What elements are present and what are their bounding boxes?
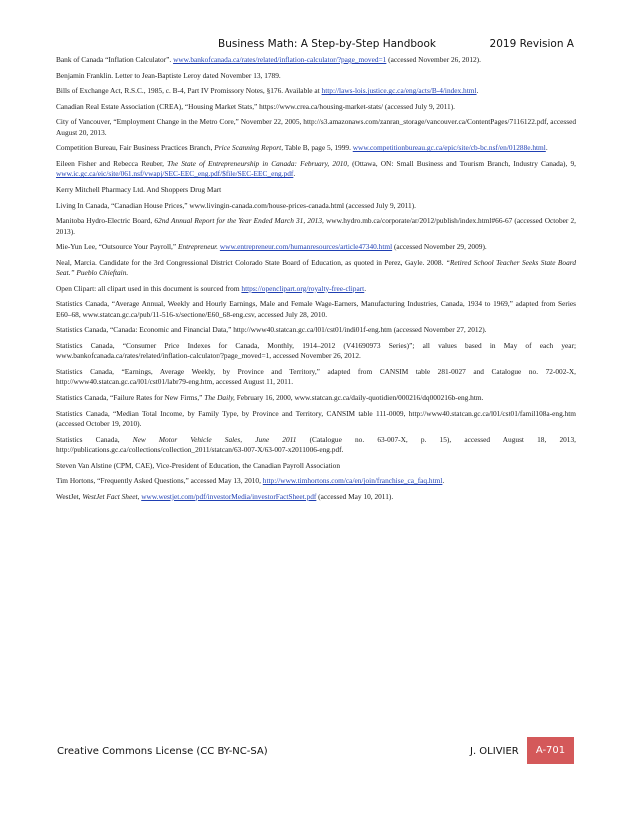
reference-italic-text: Entrepreneur.	[177, 242, 219, 252]
reference-text: Bank of Canada “Inflation Calculator”.	[56, 55, 174, 64]
reference-italic-text: WestJet Fact Sheet,	[82, 491, 140, 501]
reference-entry	[56, 409, 576, 430]
reference-link[interactable]: www.bankofcanada.ca/rates/related/inflation-calculator/?page_moved=1	[173, 55, 387, 64]
reference-text: .	[442, 476, 445, 486]
reference-link[interactable]: www.ic.gc.ca/eic/site/061.nsf/vwapj/SEC-EEC_eng.pdf/$file/SEC-EEC_eng.pdf	[56, 169, 294, 179]
reference-text: Mie-Yun Lee, “Outsource Your Payroll,”	[56, 242, 178, 252]
reference-italic-text: 62nd Annual Report for the Year Ended March 31, 2013,	[154, 216, 324, 226]
reference-entry	[56, 299, 576, 320]
reference-link[interactable]: http://www.timhortons.com/ca/en/join/franchise_ca_faq.html	[262, 476, 443, 486]
reference-entry	[56, 86, 576, 96]
reference-text: Statistics Canada, “Average Annual, Weekly and Hourly Earnings, Male and Female Wage-Earners, Manufacturing Industries, Canada, 1934 to 1969,” adapted from Series E60–68, www.statcan.gc.ca/pub/11-516-x/sectione/E60_68-eng.csv, accessed July 28, 2010.	[56, 299, 576, 319]
reference-text: Tim Hortons, “Frequently Asked Questions,” accessed May 13, 2010,	[56, 476, 263, 486]
reference-entry	[56, 55, 576, 65]
reference-entry	[56, 284, 576, 294]
reference-text: www.hydro.mb.ca/corporate/ar/2012/publish/index.html#66-67 (accessed October 2, 2013).	[56, 216, 576, 236]
reference-text: .	[476, 86, 479, 96]
footer-license: Creative Commons License (CC BY-NC-SA)	[57, 746, 268, 757]
reference-text: (Ottawa, ON: Small Business and Tourism Branch, Industry Canada), 9,	[348, 158, 577, 168]
reference-link[interactable]: www.entrepreneur.com/humanresources/article47340.html	[219, 242, 393, 252]
reference-text: (accessed May 10, 2011).	[316, 491, 394, 501]
reference-text: (Catalogue no. 63-007-X, p. 15), accessed August 18, 2013, http://publications.gc.ca/collections/collection_2011/statcan/63-007-X/63-007-x2011006-eng.pdf.	[56, 434, 576, 454]
reference-entry	[56, 159, 576, 180]
reference-text: Canadian Real Estate Association (CREA), “Housing Market Stats,” https://www.crea.ca/housing-market-stats/ (accessed July 9, 2011).	[56, 101, 455, 111]
reference-text: City of Vancouver, “Employment Change in the Metro Core,” November 22, 2005, http://s3.amazonaws.com/zanran_storage/vancouver.ca/ContentPages/7116122.pdf, accessed August 20, 2013.	[56, 117, 576, 137]
reference-entry	[56, 242, 576, 252]
reference-text: Eileen Fisher and Rebecca Reuber,	[56, 158, 168, 168]
reference-link[interactable]: http://laws-lois.justice.gc.ca/eng/acts/B-4/index.html	[321, 86, 477, 96]
reference-entry	[56, 258, 576, 279]
reference-text: Statistics Canada,	[56, 434, 133, 444]
reference-text: Open Clipart: all clipart used in this document is sourced from	[56, 283, 242, 293]
reference-italic-text: Price Scanning Report	[214, 143, 282, 153]
reference-entry	[56, 393, 576, 403]
reference-text: .	[293, 169, 296, 179]
reference-italic-text: New Motor Vehicle Sales, June 2011	[132, 434, 297, 444]
reference-entry	[56, 143, 576, 153]
reference-entry	[56, 117, 576, 138]
reference-entry	[56, 435, 576, 456]
header-title: Business Math: A Step-by-Step Handbook	[218, 38, 436, 50]
footer-author: J. OLIVIER	[470, 746, 519, 757]
reference-text: Manitoba Hydro-Electric Board,	[56, 216, 155, 226]
reference-text: (accessed November 29, 2009).	[392, 242, 487, 252]
reference-text: Living In Canada, “Canadian House Prices,” www.livingin-canada.com/house-prices-canada.html (accessed July 9, 2011).	[56, 200, 416, 210]
reference-text: Competition Bureau, Fair Business Practices Branch,	[56, 143, 215, 153]
page-number-badge: A-701	[527, 737, 574, 764]
reference-text: Statistics Canada, “Consumer Price Indexes for Canada, Monthly, 1914–2012 (V41690973 Series)”; all values based in May of each year; www.bankofcanada.ca/rates/related/inflation-calculator/?page_moved=1, accessed November 26, 2012.	[56, 340, 576, 361]
reference-text: Kerry Mitchell Pharmacy Ltd. And Shoppers Drug Mart	[56, 184, 222, 194]
reference-link[interactable]: www.competitionbureau.gc.ca/epic/site/cb-bc.nsf/en/01288e.html	[352, 143, 546, 153]
reference-entry	[56, 216, 576, 237]
reference-list	[56, 55, 576, 507]
reference-entry	[56, 185, 576, 195]
reference-entry	[56, 476, 576, 486]
reference-text: Neal, Marcia. Candidate for the 3rd Congressional District Colorado State Board of Education, as quoted in Perez, Gayle. 2008.	[56, 257, 446, 267]
reference-entry	[56, 367, 576, 388]
reference-text: .	[364, 283, 367, 293]
reference-text: February 16, 2000, www.statcan.gc.ca/daily-quotidien/000216/dq000216b-eng.htm.	[234, 392, 484, 402]
reference-entry	[56, 461, 576, 471]
reference-text: WestJet,	[56, 491, 83, 501]
reference-italic-text: The State of Entrepreneurship in Canada: February, 2010,	[167, 158, 349, 168]
reference-text: (accessed November 26, 2012).	[386, 55, 481, 64]
reference-text: Statistics Canada, “Failure Rates for New Firms,”	[56, 392, 205, 402]
reference-entry	[56, 71, 576, 81]
reference-text: .	[545, 143, 548, 153]
reference-link[interactable]: https://openclipart.org/royalty-free-clipart	[241, 283, 365, 293]
reference-entry	[56, 201, 576, 211]
header-revision: 2019 Revision A	[489, 38, 574, 50]
reference-text: Steven Van Alstine (CPM, CAE), Vice-President of Education, the Canadian Payroll Association	[56, 460, 341, 470]
reference-italic-text: “Retired School Teacher Seeks State Board Seat.” Pueblo Chieftain.	[56, 257, 577, 278]
reference-italic-text: The Daily,	[204, 392, 235, 402]
reference-entry	[56, 102, 576, 112]
reference-link[interactable]: www.westjet.com/pdf/investorMedia/investorFactSheet.pdf	[141, 491, 317, 501]
reference-text: Statistics Canada, “Canada: Economic and Financial Data,” http://www40.statcan.gc.ca/l01/cst01/indi01f-eng.htm (accessed November 27, 2012).	[56, 325, 487, 335]
reference-entry	[56, 341, 576, 362]
reference-text: , Table B, page 5, 1999.	[281, 143, 353, 153]
reference-entry	[56, 492, 576, 502]
reference-text: Statistics Canada, “Median Total Income, by Family Type, by Province and Territory, CANSIM table 111-0009, http://www40.statcan.gc.ca/l01/cst01/famil108a-eng.htm (accessed October 19, 2010).	[56, 408, 576, 428]
reference-text: Bills of Exchange Act, R.S.C., 1985, c. B-4, Part IV Promissory Notes, §176. Available at	[56, 86, 322, 96]
reference-text: Statistics Canada, “Earnings, Average Weekly, by Province and Territory,” adapted from CANSIM table 281-0027 and Catalogue no. 72-002-X, http://www40.statcan.gc.ca/l01/cst01/labr79-eng.htm, accessed August 11, 2011.	[56, 366, 576, 387]
reference-entry	[56, 325, 576, 335]
reference-text: Benjamin Franklin. Letter to Jean-Baptiste Leroy dated November 13, 1789.	[56, 70, 281, 80]
